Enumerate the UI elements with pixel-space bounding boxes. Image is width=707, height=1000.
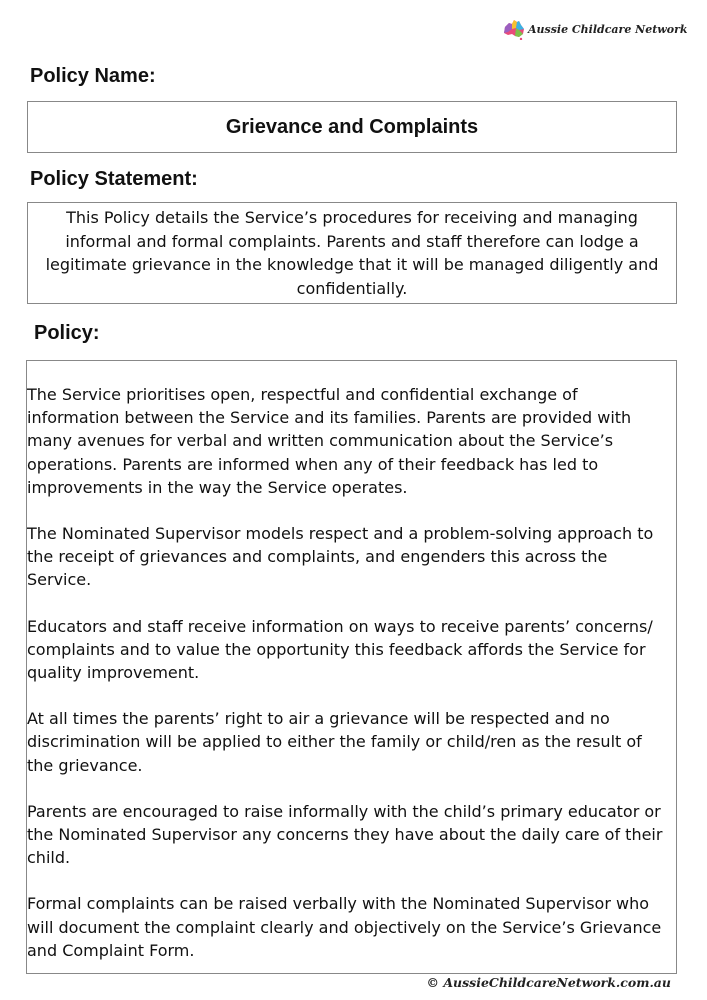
policy-name-value: Grievance and Complaints [225, 115, 479, 138]
policy-paragraph: Parents are encouraged to raise informally with the child’s primary educator or the Nominated Supervisor any concerns they have about the daily care of their child. [27, 801, 663, 868]
policy-name-heading: Policy Name: [30, 65, 156, 87]
policy-statement-box [27, 202, 677, 304]
policy-name-box [27, 101, 677, 153]
policy-statement-heading: Policy Statement: [30, 168, 198, 190]
policy-paragraph: At all times the parents’ right to air a grievance will be respected and no discrimination will be applied to either the family or child/ren as the result of the grievance. [27, 709, 642, 775]
policy-paragraph: Educators and staff receive information on ways to receive parents’ concerns/ complaints and to value the opportunity this feedback affords the Service for quality improvement. [27, 616, 653, 683]
australia-map-icon [502, 18, 526, 40]
brand-logo [502, 16, 688, 42]
policy-statement-text: This Policy details the Service’s procedures for receiving and managing informal and formal complaints. Parents and staff therefore can lodge a legitimate grievance in the knowledge that it will be managed diligently and confidentially. [45, 208, 659, 298]
policy-body-box [26, 360, 677, 974]
policy-paragraph: The Service prioritises open, respectful and confidential exchange of information between the Service and its families. Parents are provided with many avenues for verbal and written communication about the Service’s operations. Parents are informed when any of their feedback has led to improvements in the way the Service operates. [27, 385, 632, 497]
policy-paragraph: Formal complaints can be raised verbally with the Nominated Supervisor who will document the complaint clearly and objectively on the Service’s Grievance and Complaint Form. [27, 894, 662, 960]
policy-paragraph: The Nominated Supervisor models respect and a problem-solving approach to the receipt of grievances and complaints, and engenders this across the Service. [27, 524, 654, 590]
policy-heading: Policy: [34, 322, 100, 344]
brand-logo-text: Aussie Childcare Network [528, 22, 688, 36]
copyright-footer: © AussieChildcareNetwork.com.au [426, 975, 671, 990]
